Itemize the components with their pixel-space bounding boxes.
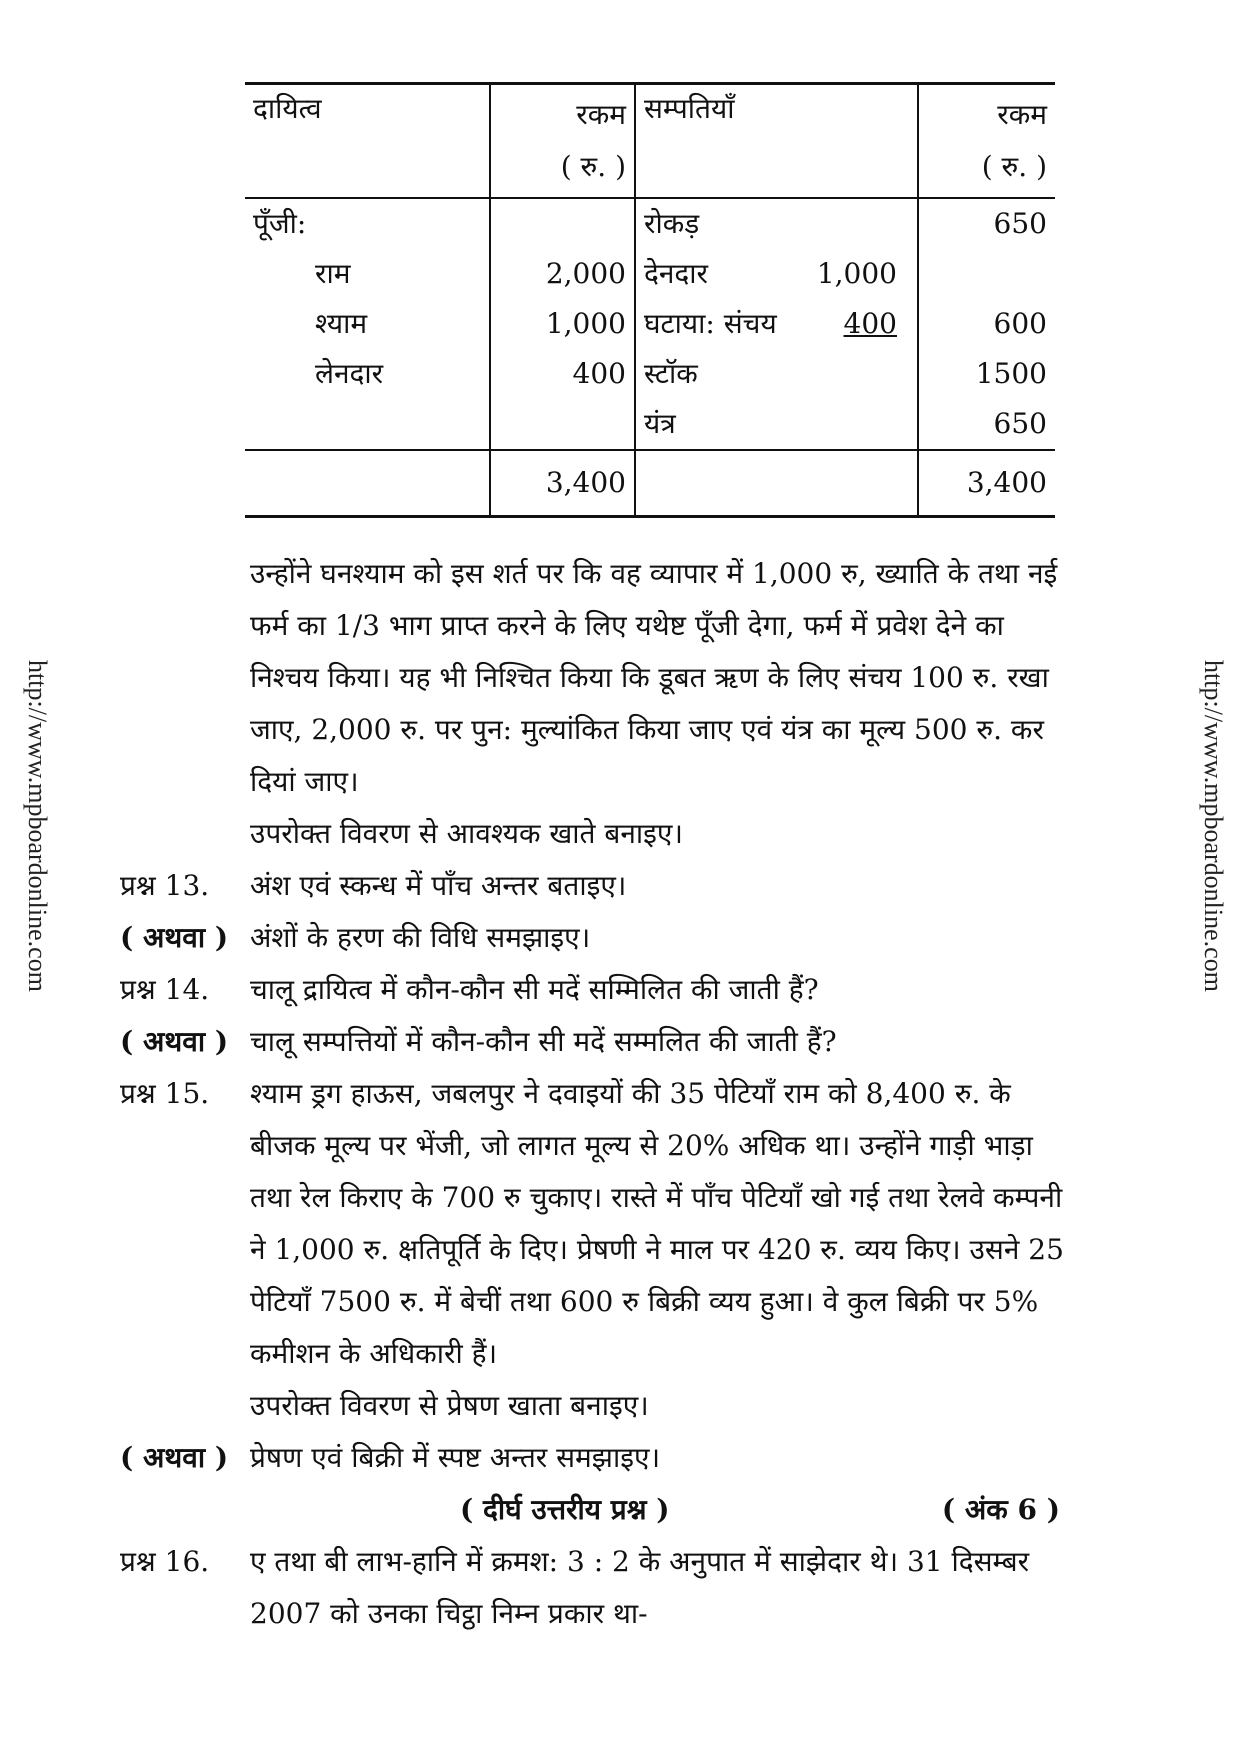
liability-amount-cell: 2,000 [490, 249, 635, 299]
question-text: चालू सम्पत्तियों में कौन-कौन सी मदें सम्मलित की जाती हैं? [250, 1025, 837, 1058]
alternative-label: ( अथवा ) [120, 921, 229, 954]
header-amount-right-label: रकम [997, 98, 1047, 131]
asset-sub-amount: 400 [843, 307, 897, 340]
asset-amount-cell: 1500 [918, 349, 1055, 399]
total-left: 3,400 [490, 450, 635, 517]
table-row [245, 299, 1055, 349]
table-row [245, 349, 1055, 399]
liability-amount-cell [490, 198, 635, 249]
question-text: अंश एवं स्कन्ध में पाँच अन्तर बताइए। [250, 869, 627, 902]
paragraph-2: उपरोक्त विवरण से आवश्यक खाते बनाइए। [250, 817, 684, 850]
asset-amount-cell: 650 [918, 198, 1055, 249]
question-label: प्रश्न 16. [120, 1545, 210, 1578]
body-text [120, 548, 1080, 1640]
asset-cell: स्टॉक [635, 349, 918, 399]
total-label-cell [245, 450, 490, 517]
paragraph-1: उन्होंने घनश्याम को इस शर्त पर कि वह व्यापार में 1,000 रु, ख्याति के तथा नई फर्म का 1/3 भाग प्राप्त करने के लिए यथेष्ट पूँजी देगा, फर्म में प्रवेश देने का निश्चय किया। यह भी निश्चित किया कि डूबत ऋण के लिए संचय 100 रु. रखा जाए, 2,000 रु. पर पुन: मुल्यांकित किया जाए एवं यंत्र का मूल्य 500 रु. कर दियां जाए। [250, 557, 1058, 798]
section-title: ( दीर्घ उत्तरीय प्रश्न ) [460, 1493, 670, 1526]
question-15-instruction [120, 1380, 1080, 1432]
question-13 [120, 860, 1080, 912]
table-row [245, 249, 1055, 299]
total-right: 3,400 [918, 450, 1055, 517]
question-text: अंशों के हरण की विधि समझाइए। [250, 921, 591, 954]
asset-cell: यंत्र [635, 399, 918, 450]
liability-cell: राम [315, 257, 351, 290]
watermark-right: http://www.mpboardonline.com [1199, 660, 1228, 992]
question-15-alt [120, 1432, 1080, 1484]
question-16 [120, 1536, 1080, 1640]
asset-label: देनदार [644, 257, 708, 290]
total-asset-label-cell [635, 450, 918, 517]
question-15 [120, 1068, 1080, 1380]
liability-cell: पूँजी: [253, 207, 307, 240]
asset-amount-cell: 650 [918, 399, 1055, 450]
balance-sheet-table [245, 82, 1055, 518]
asset-cell: रोकड़ [635, 198, 918, 249]
question-text: चालू द्रायित्व में कौन-कौन सी मदें सम्मिलित की जाती हैं? [250, 973, 819, 1006]
header-amount-left-label: रकम [576, 98, 626, 131]
header-amount-left [490, 84, 635, 199]
question-label: प्रश्न 14. [120, 973, 210, 1006]
question-text: प्रेषण एवं बिक्री में स्पष्ट अन्तर समझाइए। [250, 1441, 661, 1474]
header-amount-left-unit: ( रु. ) [560, 150, 626, 183]
liability-cell [245, 399, 490, 450]
table-row [245, 198, 1055, 249]
header-liabilities: दायित्व [245, 84, 490, 199]
balance-sheet-header [245, 84, 1055, 199]
watermark-left: http://www.mpboardonline.com [23, 660, 52, 992]
question-14 [120, 964, 1080, 1016]
liability-cell: लेनदार [315, 357, 384, 390]
asset-amount-cell: 600 [918, 299, 1055, 349]
total-row [245, 450, 1055, 517]
section-heading [120, 1484, 1080, 1536]
alternative-label: ( अथवा ) [120, 1441, 229, 1474]
asset-sub-amount: 1,000 [816, 257, 897, 290]
alternative-label: ( अथवा ) [120, 1025, 229, 1058]
asset-label: घटाया: संचय [644, 307, 777, 340]
header-amount-right-unit: ( रु. ) [981, 150, 1047, 183]
asset-cell [635, 299, 918, 349]
section-marks: ( अंक 6 ) [941, 1493, 1060, 1526]
header-amount-right [918, 84, 1055, 199]
asset-amount-cell [918, 249, 1055, 299]
question-text: श्याम ड्रग हाऊस, जबलपुर ने दवाइयों की 35 पेटियाँ राम को 8,400 रु. के बीजक मूल्य पर भेंजी, जो लागत मूल्य से 20% अधिक था। उन्होंने गाड़ी भाड़ा तथा रेल किराए के 700 रु चुकाए। रास्ते में पाँच पेटियाँ खो गई तथा रेलवे कम्पनी ने 1,000 रु. क्षतिपूर्ति के दिए। प्रेषणी ने माल पर 420 रु. व्यय किए। उसने 25 पेटियाँ 7500 रु. में बेचीं तथा 600 रु बिक्री व्यय हुआ। वे कुल बिक्री पर 5% कमीशन के अधिकारी हैं। [250, 1077, 1064, 1370]
liability-amount-cell: 1,000 [490, 299, 635, 349]
question-text: ए तथा बी लाभ-हानि में क्रमश: 3 : 2 के अनुपात में साझेदार थे। 31 दिसम्बर 2007 को उनका चिट्ठा निम्न प्रकार था- [250, 1545, 1030, 1630]
question-13-alt [120, 912, 1080, 964]
liability-amount-cell: 400 [490, 349, 635, 399]
asset-cell [635, 249, 918, 299]
question-label [120, 1380, 250, 1432]
liability-amount-cell [490, 399, 635, 450]
liability-cell: श्याम [315, 307, 368, 340]
table-row [245, 399, 1055, 450]
header-assets: सम्पतियाँ [635, 84, 918, 199]
question-text: उपरोक्त विवरण से प्रेषण खाता बनाइए। [250, 1389, 649, 1422]
question-label: प्रश्न 13. [120, 869, 210, 902]
question-14-alt [120, 1016, 1080, 1068]
question-label: प्रश्न 15. [120, 1077, 210, 1110]
